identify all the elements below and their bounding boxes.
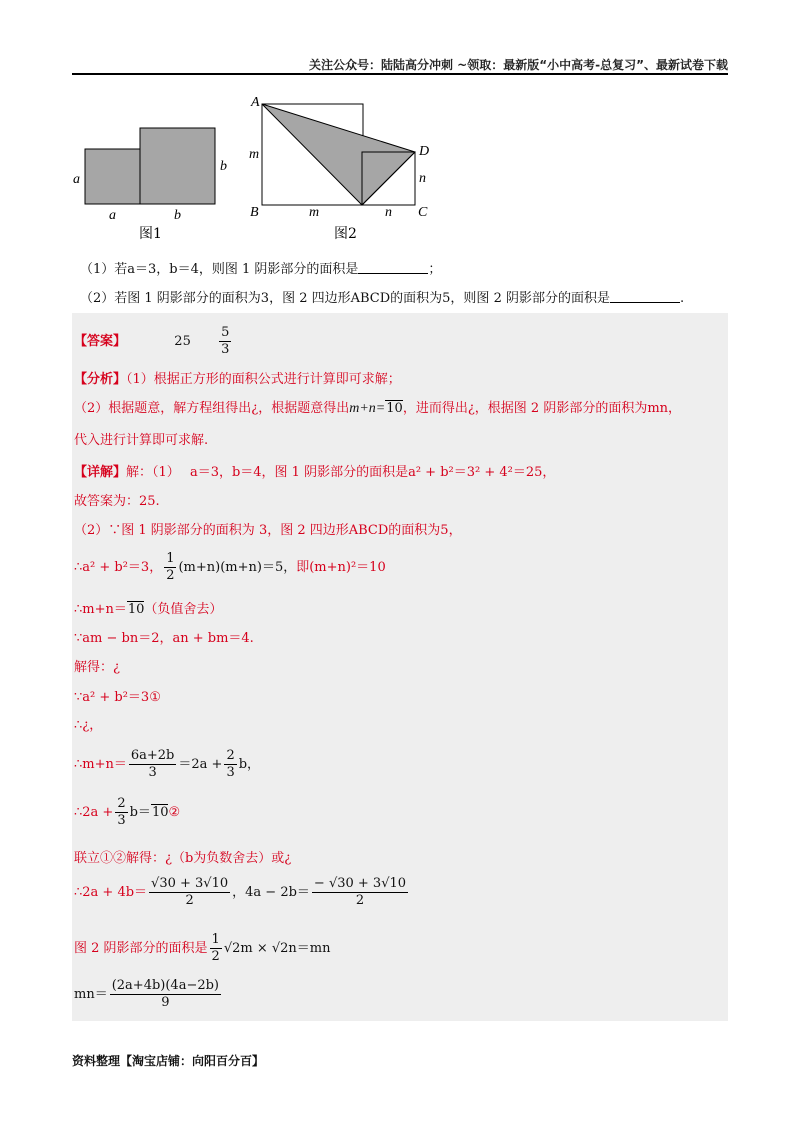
detail-line-9: ∴¿， xyxy=(74,718,103,733)
question-2 xyxy=(80,287,684,306)
fig2-label-C: C xyxy=(418,205,428,220)
detail-line-2: 故答案为：25. xyxy=(74,494,160,509)
detail-line-10: ∴m+n＝ $\frac{6a+2b}{3}$ ＝2a + $\frac{2}{3}$ b， xyxy=(74,748,261,780)
fig1-label-a-bottom: a xyxy=(109,208,116,223)
header-rule xyxy=(72,73,728,75)
answer-line xyxy=(74,325,233,358)
detail-line-5: ∴m+n＝10（负值舍去） xyxy=(74,602,223,617)
question-2-end: . xyxy=(679,291,685,306)
question-2-text: （2）若图 1 阴影部分的面积为3，图 2 四边形ABCD的面积为5，则图 2 阴影部分的面积是 xyxy=(80,291,610,306)
fig2-label-B: B xyxy=(250,205,259,220)
fig1-label-b-right: b xyxy=(220,159,227,174)
figure-2 xyxy=(249,95,429,242)
page-footer: 资料整理【淘宝店铺：向阳百分百】 xyxy=(72,1054,265,1068)
detail-line-12: 联立①②解得：¿（b为负数舍去）或¿ xyxy=(74,851,292,866)
detail-line-6: ∵am − bn＝2，an + bm＝4. xyxy=(74,631,254,646)
answer-label: 【答案】 xyxy=(74,334,127,349)
detail-line-14: 图 2 阴影部分的面积是 $\frac{1}{2}$ √2m × √2n＝mn xyxy=(74,932,331,964)
analysis-line-2: （2）根据题意，解方程组得出¿，根据题意得出m+n=10，进而得出¿，根据图 2 阴影部分的面积为mn， xyxy=(74,401,682,416)
analysis-line-1 xyxy=(74,368,401,387)
question-1-text: （1）若a＝3，b＝4，则图 1 阴影部分的面积是 xyxy=(80,262,359,277)
detail-line-3: （2）∵图 1 阴影部分的面积为 3，图 2 四边形ABCD的面积为5， xyxy=(74,523,462,538)
question-1-end: ； xyxy=(428,262,442,277)
answer-blank-1 xyxy=(358,261,428,274)
page-header: 关注公众号：陆陆高分冲刺 ~领取：最新版“小中高考-总复习”、最新试卷下载 xyxy=(309,58,728,72)
answer-blank-2 xyxy=(610,290,680,303)
fig1-caption: 图1 xyxy=(139,226,162,242)
analysis-text-1: （1）根据正方形的面积公式进行计算即可求解； xyxy=(126,372,401,387)
analysis-label: 【分析】 xyxy=(74,372,127,387)
fig2-label-m-bottom: m xyxy=(309,205,320,220)
figures xyxy=(66,92,466,242)
answer-value-1: 25 xyxy=(174,334,191,349)
fig2-label-A: A xyxy=(251,95,260,110)
fig2-label-n-right: n xyxy=(419,171,426,186)
detail-line-15: mn＝ $\frac{(2a+4b)(4a-2b)}{9}$ xyxy=(74,978,220,1010)
detail-line-4: ∴a² + b²＝3， $\frac{1}{2}$ (m+n)(m+n)＝5，即(m+n)²＝10 xyxy=(74,551,386,583)
fig1-label-b-bottom: b xyxy=(174,208,181,223)
detail-label: 【详解】 xyxy=(74,465,127,480)
detail-line-13: ∴2a + 4b＝ $\frac{√30 + 3√10}{2}$ ，4a − 2b＝ $\frac{- √30 + 3√10}{2}$ xyxy=(74,876,407,908)
fig2-label-D: D xyxy=(419,144,430,159)
detail-line-11: ∴2a + $\frac{2}{3}$ b＝10② xyxy=(74,796,181,828)
detail-line-7: 解得：¿ xyxy=(74,660,120,675)
fig2-label-n-bottom: n xyxy=(385,205,392,220)
fig2-label-m-left: m xyxy=(249,147,260,162)
detail-line-8: ∵a² + b²＝3① xyxy=(74,690,161,705)
question-1 xyxy=(80,258,441,277)
detail-line-1: 【详解】解：（1） a＝3，b＝4，图 1 阴影部分的面积是a² + b²＝3² + 4²＝25， xyxy=(74,465,556,480)
fig1-label-a-left: a xyxy=(73,172,80,187)
answer-value-2: $\frac{5}{3}$ xyxy=(221,325,230,357)
figure-1 xyxy=(73,128,227,242)
analysis-line-3: 代入进行计算即可求解. xyxy=(74,433,209,448)
answer-section xyxy=(72,313,728,1021)
fig2-caption: 图2 xyxy=(334,226,357,242)
